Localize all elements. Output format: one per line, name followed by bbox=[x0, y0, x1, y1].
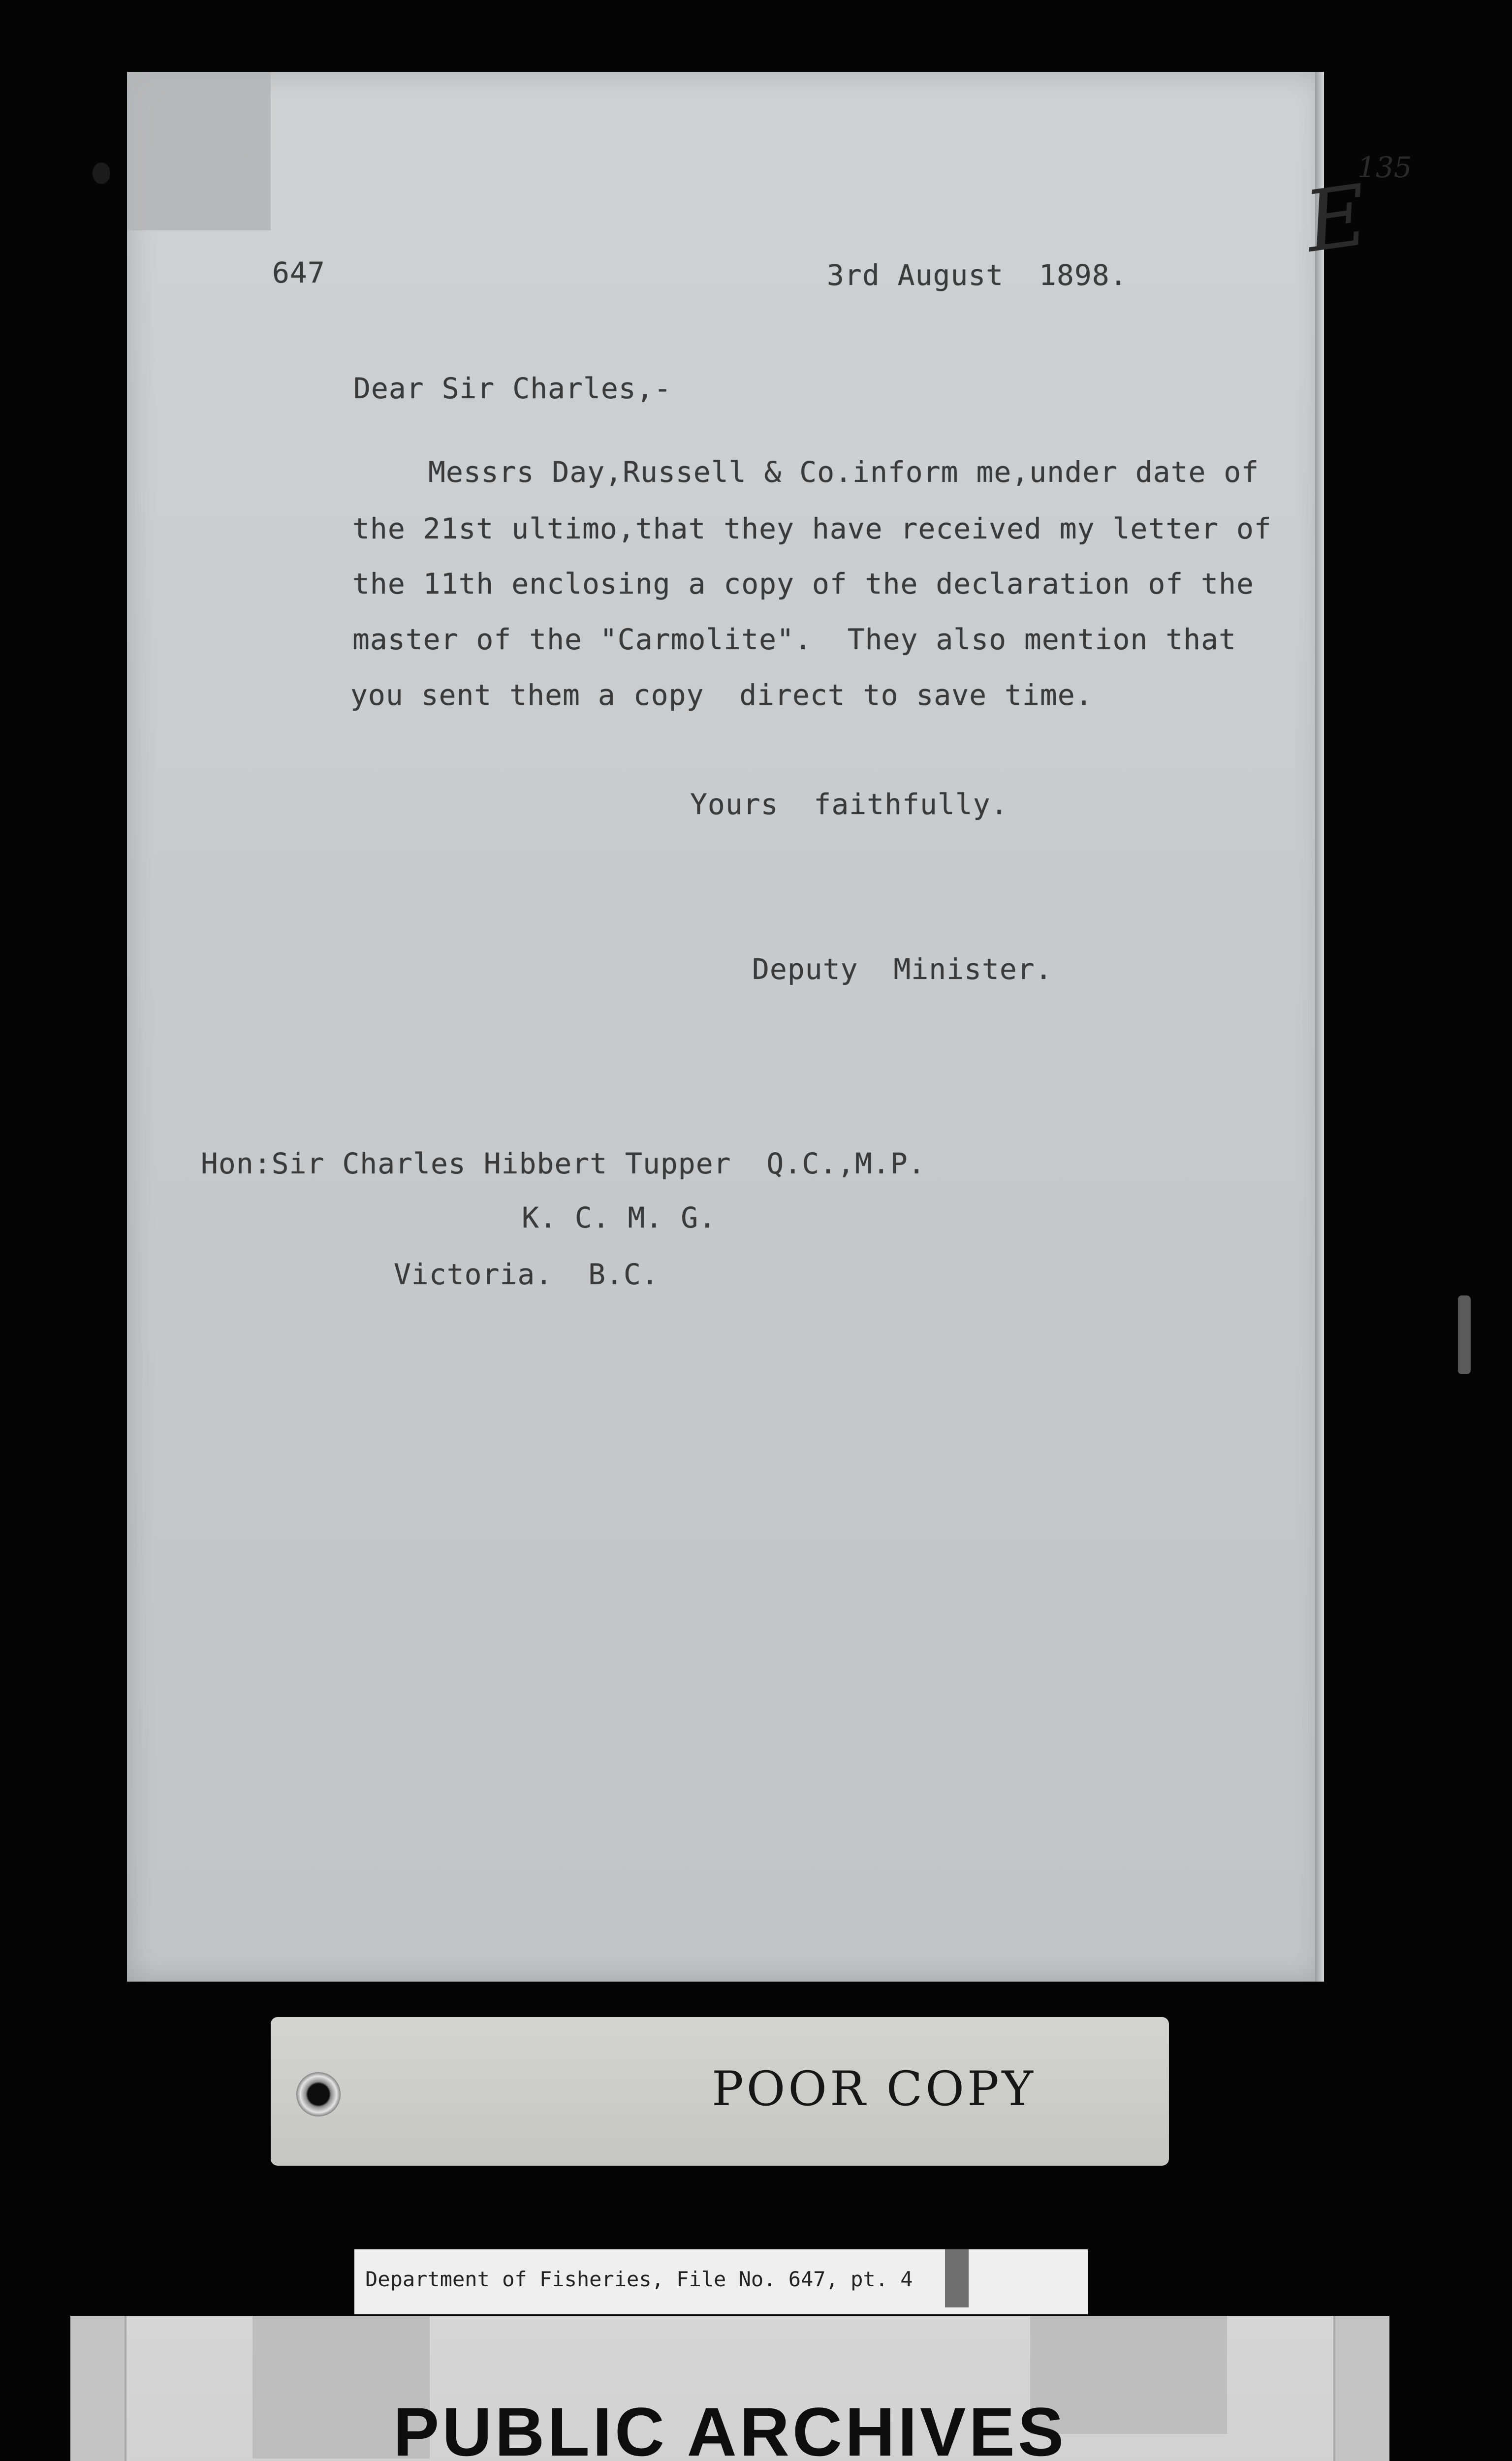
corner-tab bbox=[127, 72, 271, 230]
sheet-edge bbox=[1315, 72, 1324, 1982]
archives-title-en: PUBLIC ARCHIVES bbox=[393, 2393, 1067, 2461]
label-mark bbox=[945, 2249, 969, 2307]
addressee-line: K. C. M. G. bbox=[522, 1201, 717, 1234]
letter-sheet bbox=[127, 72, 1412, 1982]
letter-date: 3rd August 1898. bbox=[827, 258, 1128, 292]
file-reference-text: Department of Fisheries, File No. 647, pt. 4 bbox=[365, 2267, 913, 2291]
file-reference-label bbox=[354, 2249, 1088, 2314]
addressee-line: Hon:Sir Charles Hibbert Tupper Q.C.,M.P. bbox=[201, 1147, 926, 1180]
body-line: Messrs Day,Russell & Co.inform me,under date of bbox=[428, 455, 1260, 489]
file-number: 647 bbox=[272, 256, 325, 289]
body-line: the 21st ultimo,that they have received my letter of bbox=[352, 512, 1272, 545]
addressee-line: Victoria. B.C. bbox=[394, 1258, 659, 1291]
body-line: the 11th enclosing a copy of the declaration of the bbox=[352, 567, 1254, 600]
poor-copy-tag bbox=[271, 2017, 1169, 2166]
salutation: Dear Sir Charles,- bbox=[353, 372, 672, 405]
folio-number: 135 bbox=[1357, 151, 1412, 184]
folio-letter: E bbox=[1299, 166, 1374, 272]
grommet-icon bbox=[296, 2072, 341, 2116]
scan-mark bbox=[1458, 1295, 1471, 1374]
closing: Yours faithfully. bbox=[690, 788, 1008, 821]
archives-card bbox=[70, 2316, 1389, 2461]
punch-hole bbox=[93, 162, 110, 184]
poor-copy-label: POOR COPY bbox=[712, 2061, 1036, 2116]
body-line: master of the "Carmolite". They also mention that bbox=[352, 623, 1236, 656]
body-line: you sent them a copy direct to save time. bbox=[350, 678, 1093, 712]
signature-title: Deputy Minister. bbox=[752, 952, 1053, 986]
